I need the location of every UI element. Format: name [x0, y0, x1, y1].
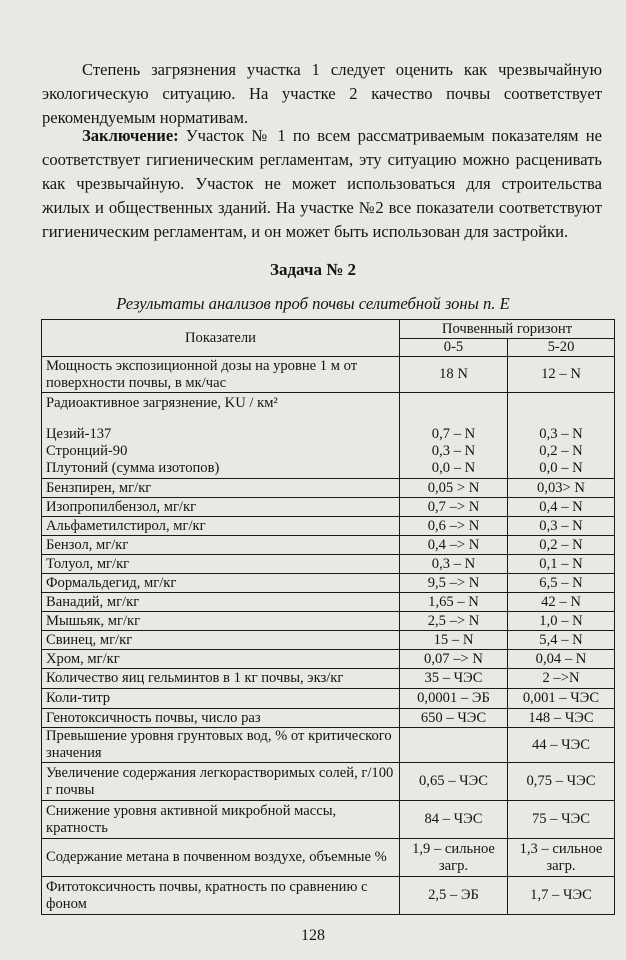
radioactive-values-0-5: [400, 393, 508, 479]
row-name: Изопропилбензол, мг/кг: [42, 498, 400, 517]
conclusion-label: Заключение:: [82, 126, 179, 145]
radioactive-heading: Радиоактивное загрязнение, KU / км²: [46, 394, 278, 411]
header-depth-0-5: 0-5: [400, 339, 508, 357]
row-name: Фитотоксичность почвы, кратность по сравнению с фоном: [42, 877, 400, 915]
row-value-0-5: 2,5 –> N: [400, 612, 508, 631]
row-value-5-20: 12 – N: [508, 357, 615, 393]
row-value-5-20: 0,04 – N: [508, 650, 615, 669]
row-value-5-20: 44 – ЧЭС: [508, 728, 615, 763]
row-value-5-20: 1,3 – сильное загр.: [508, 839, 615, 877]
row-name: Снижение уровня активной микробной массы, кратность: [42, 801, 400, 839]
radioactive-values-5-20: [508, 393, 615, 479]
row-value-5-20: 1,7 – ЧЭС: [508, 877, 615, 915]
row-value-5-20: 0,3 – N: [508, 517, 615, 536]
row-name: Ванадий, мг/кг: [42, 593, 400, 612]
row-value-0-5: 0,3 – N: [431, 442, 476, 459]
row-name: Плутоний (сумма изотопов): [46, 459, 220, 476]
row-value-0-5: 0,0001 – ЭБ: [400, 689, 508, 709]
row-value-5-20: 5,4 – N: [508, 631, 615, 650]
row-value-5-20: 0,001 – ЧЭС: [508, 689, 615, 709]
results-table: [41, 319, 615, 915]
row-name: Превышение уровня грунтовых вод, % от критического значения: [42, 728, 400, 763]
row-name: Хром, мг/кг: [42, 650, 400, 669]
table-caption: Результаты анализов проб почвы селитебной зоны п. Е: [116, 294, 510, 313]
row-value-0-5: 84 – ЧЭС: [400, 801, 508, 839]
row-value-5-20: 0,2 – N: [539, 442, 583, 459]
page-number: 128: [301, 927, 325, 944]
row-value-5-20: 0,3 – N: [539, 425, 583, 442]
row-value-0-5: 1,9 – сильное загр.: [400, 839, 508, 877]
paragraph-assessment: Степень загрязнения участка 1 следует оценить как чрезвычайную экологическую ситуацию. На участке 2 качество почвы соответствует рекомендуемым нормативам.: [42, 60, 602, 127]
header-soil-horizon: Почвенный горизонт: [400, 320, 615, 339]
row-value-5-20: 1,0 – N: [508, 612, 615, 631]
row-value-5-20: 2 –>N: [508, 669, 615, 689]
row-name: Стронций-90: [46, 442, 128, 459]
row-name: Бензол, мг/кг: [42, 536, 400, 555]
row-name: Коли-титр: [42, 689, 400, 709]
row-value-5-20: 75 – ЧЭС: [508, 801, 615, 839]
row-value-0-5: 1,65 – N: [400, 593, 508, 612]
row-value-0-5: 35 – ЧЭС: [400, 669, 508, 689]
row-value-5-20: 0,03> N: [508, 479, 615, 498]
row-value-0-5: 0,0 – N: [431, 459, 476, 476]
row-name: Количество яиц гельминтов в 1 кг почвы, экз/кг: [42, 669, 400, 689]
row-name: Цезий-137: [46, 425, 112, 442]
row-value-0-5: 0,6 –> N: [400, 517, 508, 536]
row-value-0-5: 0,4 –> N: [400, 536, 508, 555]
row-value-5-20: 0,75 – ЧЭС: [508, 763, 615, 801]
row-name: Формальдегид, мг/кг: [42, 574, 400, 593]
row-name: Толуол, мг/кг: [42, 555, 400, 574]
row-value-0-5: 0,7 – N: [431, 425, 476, 442]
row-name: Мощность экспозиционной дозы на уровне 1 м от поверхности почвы, в мк/час: [42, 357, 400, 393]
row-value-0-5: 0,05 > N: [400, 479, 508, 498]
row-value-0-5: 0,07 –> N: [400, 650, 508, 669]
task-title: Задача № 2: [269, 260, 357, 279]
row-name: Бензпирен, мг/кг: [42, 479, 400, 498]
row-value-0-5: 18 N: [400, 357, 508, 393]
paragraph-conclusion: [42, 124, 602, 244]
conclusion-text: Участок № 1 по всем рассматриваемым показателям не соответствует гигиеническим регламентам, эту ситуацию можно расценивать как чрезвычайную. Участок не может использоваться для строительства жилых и общественных зданий. На участке №2 все показатели соответствуют гигиеническим регламентам, и он может быть использован для застройки.: [42, 126, 602, 241]
row-name: Мышьяк, мг/кг: [42, 612, 400, 631]
row-value-5-20: 0,4 – N: [508, 498, 615, 517]
row-name: Альфаметилстирол, мг/кг: [42, 517, 400, 536]
row-value-0-5: 15 – N: [400, 631, 508, 650]
row-name: Увеличение содержания легкорастворимых солей, г/100 г почвы: [42, 763, 400, 801]
row-value-0-5: 2,5 – ЭБ: [400, 877, 508, 915]
row-value-5-20: 0,1 – N: [508, 555, 615, 574]
row-name: Свинец, мг/кг: [42, 631, 400, 650]
row-value-5-20: 42 – N: [508, 593, 615, 612]
header-depth-5-20: 5-20: [508, 339, 615, 357]
row-value-0-5: 0,7 –> N: [400, 498, 508, 517]
row-value-5-20: 0,0 – N: [539, 459, 583, 476]
row-value-0-5: 9,5 –> N: [400, 574, 508, 593]
row-value-0-5: 650 – ЧЭС: [400, 709, 508, 728]
header-indicators: Показатели: [42, 320, 400, 357]
row-name: Генотоксичность почвы, число раз: [42, 709, 400, 728]
row-value-0-5: 0,3 – N: [400, 555, 508, 574]
row-value-5-20: 148 – ЧЭС: [508, 709, 615, 728]
row-name: Содержание метана в почвенном воздухе, объемные %: [42, 839, 400, 877]
row-value-5-20: 0,2 – N: [508, 536, 615, 555]
row-name-radioactive: [42, 393, 400, 479]
row-value-5-20: 6,5 – N: [508, 574, 615, 593]
row-value-0-5: 0,65 – ЧЭС: [400, 763, 508, 801]
row-value-0-5: [400, 728, 508, 763]
